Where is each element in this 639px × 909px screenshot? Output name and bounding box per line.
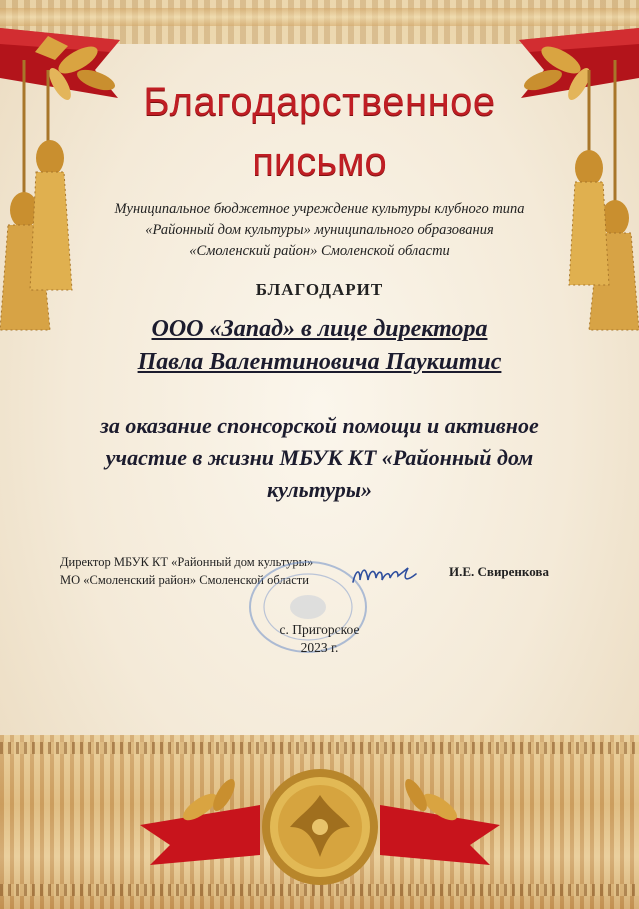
signatory-position-line1: Директор МБУК КТ «Районный дом культуры» bbox=[60, 555, 314, 569]
organization-line2: «Районный дом культуры» муниципального образования bbox=[145, 222, 494, 238]
organization-line3: «Смоленский район» Смоленской области bbox=[189, 243, 450, 259]
bottom-stripe-upper bbox=[0, 742, 639, 754]
reason-text bbox=[0, 410, 639, 506]
place-and-date bbox=[0, 621, 639, 657]
certificate-title-line2: письмо bbox=[252, 140, 387, 184]
reason-line3: культуры» bbox=[267, 477, 372, 502]
thanks-heading: БЛАГОДАРИТ bbox=[255, 280, 384, 299]
handwritten-signature bbox=[350, 562, 420, 590]
signatory-position-line2: МО «Смоленский район» Смоленской области bbox=[60, 573, 309, 587]
bottom-ribbon-with-seal bbox=[140, 765, 500, 895]
issuing-organization bbox=[0, 199, 639, 262]
recipient-line2: Павла Валентиновича Паукштис bbox=[137, 349, 502, 375]
organization-line1: Муниципальное бюджетное учреждение культуры клубного типа bbox=[114, 201, 525, 217]
place-year: 2023 г. bbox=[300, 640, 339, 655]
reason-line2: участие в жизни МБУК КТ «Районный дом bbox=[105, 445, 534, 470]
place-village: с. Пригорское bbox=[279, 622, 360, 637]
recipient-line1: ООО «Запад» в лице директора bbox=[151, 316, 488, 342]
recipient bbox=[0, 313, 639, 379]
signatory-name: И.Е. Свиренкова bbox=[449, 564, 549, 579]
reason-line1: за оказание спонсорской помощи и активное bbox=[100, 413, 539, 438]
certificate-title-line1: Благодарственное bbox=[143, 80, 496, 124]
